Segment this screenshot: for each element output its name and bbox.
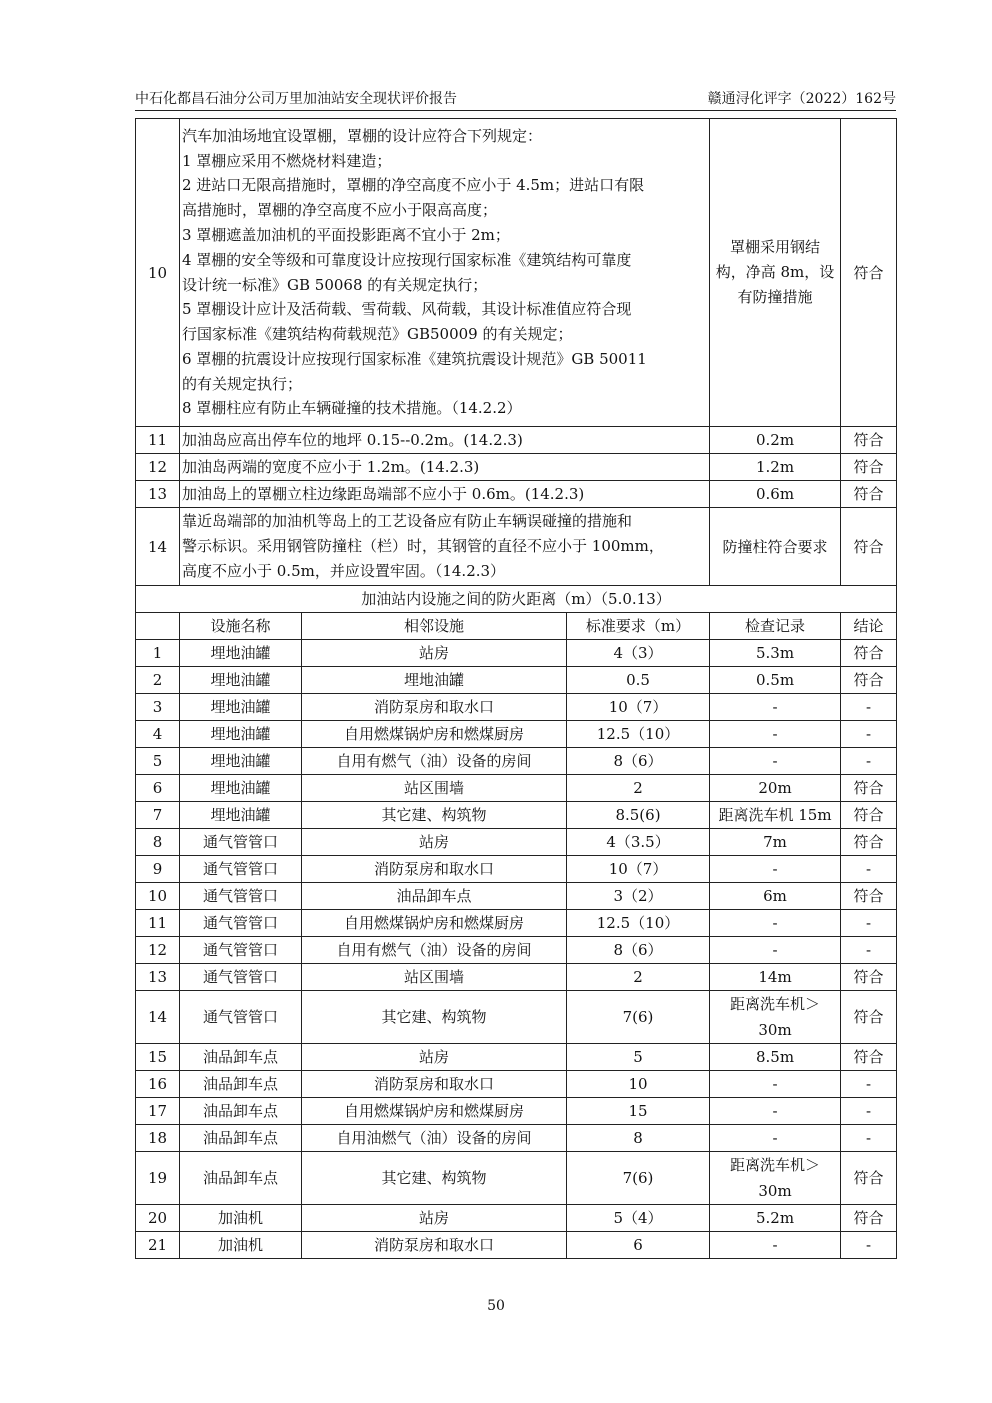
requirement-line: 汽车加油场地宜设罩棚，罩棚的设计应符合下列规定：	[182, 126, 543, 145]
record-cell: 0.5m	[710, 667, 841, 694]
standard-cell: 4（3）	[567, 640, 710, 667]
record-cell: 5.2m	[710, 1205, 841, 1232]
row-number: 19	[136, 1152, 180, 1205]
result-cell: 符合	[841, 1205, 897, 1232]
record-cell	[710, 1152, 841, 1205]
requirement-cell	[180, 119, 710, 427]
standard-cell: 8（6）	[567, 748, 710, 775]
page-header	[135, 88, 896, 108]
adjacent-facility-cell: 自用有燃气（油）设备的房间	[302, 937, 567, 964]
record-cell: 1.2m	[710, 454, 841, 481]
standard-cell: 5（4）	[567, 1205, 710, 1232]
adjacent-facility-cell: 消防泵房和取水口	[302, 856, 567, 883]
table-row	[136, 508, 897, 586]
row-number: 14	[136, 508, 180, 586]
table-row	[136, 640, 897, 667]
adjacent-facility-cell: 自用燃煤锅炉房和燃煤厨房	[302, 1098, 567, 1125]
record-cell	[710, 119, 841, 427]
result-cell: 符合	[841, 883, 897, 910]
standard-cell: 12.5（10）	[567, 910, 710, 937]
standard-cell: 8.5(6)	[567, 802, 710, 829]
table-row	[136, 1232, 897, 1259]
row-number: 11	[136, 427, 180, 454]
result-cell: -	[841, 1125, 897, 1152]
result-cell: 符合	[841, 640, 897, 667]
facility-cell: 油品卸车点	[180, 1125, 302, 1152]
adjacent-facility-cell: 站房	[302, 1205, 567, 1232]
result-cell: 符合	[841, 427, 897, 454]
adjacent-facility-cell: 其它建、构筑物	[302, 1152, 567, 1205]
record-line: 有防撞措施	[737, 287, 813, 306]
requirement-cell	[180, 508, 710, 586]
result-cell: -	[841, 937, 897, 964]
record-line: 构，净高 8m，设	[715, 263, 835, 282]
table-row	[136, 856, 897, 883]
record-cell: 7m	[710, 829, 841, 856]
requirement-cell: 加油岛两端的宽度不应小于 1.2m。(14.2.3)	[180, 454, 710, 481]
record-cell	[710, 991, 841, 1044]
requirement-line: 6 罩棚的抗震设计应按现行国家标准《建筑抗震设计规范》GB 50011	[182, 349, 647, 368]
row-number: 14	[136, 991, 180, 1044]
table-body	[136, 119, 897, 1259]
column-header: 结论	[841, 613, 897, 640]
standard-cell: 15	[567, 1098, 710, 1125]
result-cell: -	[841, 721, 897, 748]
requirement-line: 1 罩棚应采用不燃烧材料建造；	[182, 151, 392, 170]
record-cell: 14m	[710, 964, 841, 991]
adjacent-facility-cell: 油品卸车点	[302, 883, 567, 910]
result-cell: 符合	[841, 508, 897, 586]
standard-cell: 10（7）	[567, 694, 710, 721]
requirement-cell: 加油岛上的罩棚立柱边缘距岛端部不应小于 0.6m。(14.2.3)	[180, 481, 710, 508]
table-row	[136, 1152, 897, 1205]
table-row	[136, 1205, 897, 1232]
adjacent-facility-cell: 站区围墙	[302, 775, 567, 802]
row-number: 10	[136, 119, 180, 427]
adjacent-facility-cell: 自用燃煤锅炉房和燃煤厨房	[302, 910, 567, 937]
record-cell: -	[710, 1098, 841, 1125]
adjacent-facility-cell: 站房	[302, 1044, 567, 1071]
row-number: 7	[136, 802, 180, 829]
adjacent-facility-cell: 自用有燃气（油）设备的房间	[302, 748, 567, 775]
result-cell: -	[841, 1098, 897, 1125]
table-row	[136, 1125, 897, 1152]
row-number: 12	[136, 454, 180, 481]
requirement-line: 警示标识。采用钢管防撞柱（栏）时，其钢管的直径不应小于 100mm，	[182, 537, 664, 556]
record-cell: -	[710, 937, 841, 964]
row-number: 8	[136, 829, 180, 856]
record-line: 距离洗车机＞	[730, 995, 821, 1013]
row-number: 4	[136, 721, 180, 748]
standard-cell: 8（6）	[567, 937, 710, 964]
facility-cell: 通气管管口	[180, 991, 302, 1044]
record-cell: -	[710, 1071, 841, 1098]
record-cell: 20m	[710, 775, 841, 802]
adjacent-facility-cell: 埋地油罐	[302, 667, 567, 694]
facility-cell: 油品卸车点	[180, 1071, 302, 1098]
facility-cell: 加油机	[180, 1205, 302, 1232]
result-cell: 符合	[841, 481, 897, 508]
result-cell: 符合	[841, 1152, 897, 1205]
adjacent-facility-cell: 站房	[302, 640, 567, 667]
result-cell: -	[841, 694, 897, 721]
standard-cell: 8	[567, 1125, 710, 1152]
table-row	[136, 748, 897, 775]
adjacent-facility-cell: 其它建、构筑物	[302, 991, 567, 1044]
row-number: 21	[136, 1232, 180, 1259]
facility-cell: 油品卸车点	[180, 1152, 302, 1205]
result-cell: -	[841, 1232, 897, 1259]
standard-cell: 6	[567, 1232, 710, 1259]
table-row	[136, 721, 897, 748]
requirement-line: 8 罩棚柱应有防止车辆碰撞的技术措施。（14.2.2）	[182, 399, 522, 418]
row-number: 13	[136, 481, 180, 508]
row-number: 11	[136, 910, 180, 937]
facility-cell: 通气管管口	[180, 937, 302, 964]
table-row	[136, 1098, 897, 1125]
result-cell: 符合	[841, 1044, 897, 1071]
record-cell: 距离洗车机 15m	[710, 802, 841, 829]
row-number: 18	[136, 1125, 180, 1152]
result-cell: 符合	[841, 991, 897, 1044]
result-cell: -	[841, 856, 897, 883]
record-cell: -	[710, 856, 841, 883]
facility-cell: 埋地油罐	[180, 802, 302, 829]
standard-cell: 2	[567, 775, 710, 802]
column-header: 标准要求（m）	[567, 613, 710, 640]
row-number: 15	[136, 1044, 180, 1071]
standard-cell: 10（7）	[567, 856, 710, 883]
result-cell: 符合	[841, 775, 897, 802]
table-row	[136, 883, 897, 910]
row-number: 20	[136, 1205, 180, 1232]
column-header-row	[136, 613, 897, 640]
requirement-line: 的有关规定执行；	[182, 374, 303, 393]
facility-cell: 埋地油罐	[180, 748, 302, 775]
facility-cell: 通气管管口	[180, 910, 302, 937]
facility-cell: 油品卸车点	[180, 1098, 302, 1125]
facility-cell: 埋地油罐	[180, 775, 302, 802]
record-cell: 5.3m	[710, 640, 841, 667]
adjacent-facility-cell: 自用油燃气（油）设备的房间	[302, 1125, 567, 1152]
record-cell: -	[710, 721, 841, 748]
table-row	[136, 454, 897, 481]
row-number: 1	[136, 640, 180, 667]
record-cell: 6m	[710, 883, 841, 910]
result-cell: 符合	[841, 964, 897, 991]
column-header: 检查记录	[710, 613, 841, 640]
standard-cell: 10	[567, 1071, 710, 1098]
row-number: 9	[136, 856, 180, 883]
header-divider	[135, 110, 896, 111]
requirement-cell: 加油岛应高出停车位的地坪 0.15--0.2m。(14.2.3)	[180, 427, 710, 454]
facility-cell: 埋地油罐	[180, 694, 302, 721]
row-number: 5	[136, 748, 180, 775]
record-cell: 0.6m	[710, 481, 841, 508]
row-number: 16	[136, 1071, 180, 1098]
record-line: 30m	[758, 1182, 792, 1200]
result-cell: 符合	[841, 802, 897, 829]
section-title-row	[136, 586, 897, 613]
table-row	[136, 1071, 897, 1098]
result-cell: -	[841, 1071, 897, 1098]
column-header: 相邻设施	[302, 613, 567, 640]
safety-check-table	[135, 118, 897, 1259]
requirement-line: 3 罩棚遮盖加油机的平面投影距离不宜小于 2m；	[182, 225, 510, 244]
adjacent-facility-cell: 消防泵房和取水口	[302, 1232, 567, 1259]
standard-cell: 0.5	[567, 667, 710, 694]
record-cell: -	[710, 748, 841, 775]
facility-cell: 通气管管口	[180, 883, 302, 910]
header-report-title: 中石化都昌石油分公司万里加油站安全现状评价报告	[135, 91, 457, 107]
record-cell: -	[710, 1125, 841, 1152]
record-line: 罩棚采用钢结	[730, 238, 821, 257]
table-row	[136, 119, 897, 427]
standard-cell: 7(6)	[567, 991, 710, 1044]
result-cell: -	[841, 748, 897, 775]
facility-cell: 加油机	[180, 1232, 302, 1259]
record-cell: -	[710, 694, 841, 721]
record-cell: -	[710, 910, 841, 937]
result-cell: 符合	[841, 119, 897, 427]
result-cell: 符合	[841, 829, 897, 856]
record-cell: 0.2m	[710, 427, 841, 454]
table-row	[136, 694, 897, 721]
adjacent-facility-cell: 站区围墙	[302, 964, 567, 991]
adjacent-facility-cell: 自用燃煤锅炉房和燃煤厨房	[302, 721, 567, 748]
standard-cell: 4（3.5）	[567, 829, 710, 856]
table-row	[136, 667, 897, 694]
section-title: 加油站内设施之间的防火距离（m）（5.0.13）	[136, 586, 897, 613]
result-cell: 符合	[841, 667, 897, 694]
row-number: 6	[136, 775, 180, 802]
table-row	[136, 910, 897, 937]
record-cell: 8.5m	[710, 1044, 841, 1071]
standard-cell: 5	[567, 1044, 710, 1071]
table-row	[136, 829, 897, 856]
standard-cell: 3（2）	[567, 883, 710, 910]
standard-cell: 7(6)	[567, 1152, 710, 1205]
row-number: 17	[136, 1098, 180, 1125]
requirement-line: 5 罩棚设计应计及活荷载、雪荷载、风荷载，其设计标准值应符合现	[182, 300, 632, 319]
column-header: 设施名称	[180, 613, 302, 640]
table-row	[136, 937, 897, 964]
table-row	[136, 991, 897, 1044]
adjacent-facility-cell: 其它建、构筑物	[302, 802, 567, 829]
standard-cell: 12.5（10）	[567, 721, 710, 748]
table-row	[136, 964, 897, 991]
result-cell: -	[841, 910, 897, 937]
table-row	[136, 1044, 897, 1071]
column-header-number	[136, 613, 180, 640]
row-number: 10	[136, 883, 180, 910]
table-row	[136, 775, 897, 802]
facility-cell: 埋地油罐	[180, 721, 302, 748]
record-line: 30m	[758, 1021, 792, 1039]
requirement-line: 靠近岛端部的加油机等岛上的工艺设备应有防止车辆误碰撞的措施和	[182, 512, 633, 531]
header-report-number: 赣通浔化评字（2022）162号	[707, 91, 896, 107]
facility-cell: 埋地油罐	[180, 640, 302, 667]
requirement-line: 4 罩棚的安全等级和可靠度设计应按现行国家标准《建筑结构可靠度	[182, 250, 632, 269]
result-cell: 符合	[841, 454, 897, 481]
row-number: 3	[136, 694, 180, 721]
adjacent-facility-cell: 消防泵房和取水口	[302, 694, 567, 721]
adjacent-facility-cell: 消防泵房和取水口	[302, 1071, 567, 1098]
row-number: 12	[136, 937, 180, 964]
facility-cell: 通气管管口	[180, 856, 302, 883]
row-number: 13	[136, 964, 180, 991]
requirement-line: 高度不应小于 0.5m，并应设置牢固。（14.2.3）	[182, 561, 506, 580]
facility-cell: 通气管管口	[180, 829, 302, 856]
requirement-line: 高措施时，罩棚的净空高度不应小于限高高度；	[182, 201, 498, 220]
adjacent-facility-cell: 站房	[302, 829, 567, 856]
record-line: 距离洗车机＞	[730, 1156, 821, 1174]
facility-cell: 通气管管口	[180, 964, 302, 991]
facility-cell: 油品卸车点	[180, 1044, 302, 1071]
facility-cell: 埋地油罐	[180, 667, 302, 694]
requirement-line: 2 进站口无限高措施时，罩棚的净空高度不应小于 4.5m；进站口有限	[182, 176, 645, 195]
row-number: 2	[136, 667, 180, 694]
requirement-line: 行国家标准《建筑结构荷载规范》GB50009 的有关规定；	[182, 325, 573, 344]
page-number: 50	[487, 1298, 505, 1314]
table-row	[136, 802, 897, 829]
record-cell: -	[710, 1232, 841, 1259]
standard-cell: 2	[567, 964, 710, 991]
table-row	[136, 427, 897, 454]
record-cell: 防撞柱符合要求	[710, 508, 841, 586]
table-row	[136, 481, 897, 508]
requirement-line: 设计统一标准》GB 50068 的有关规定执行；	[182, 275, 488, 294]
